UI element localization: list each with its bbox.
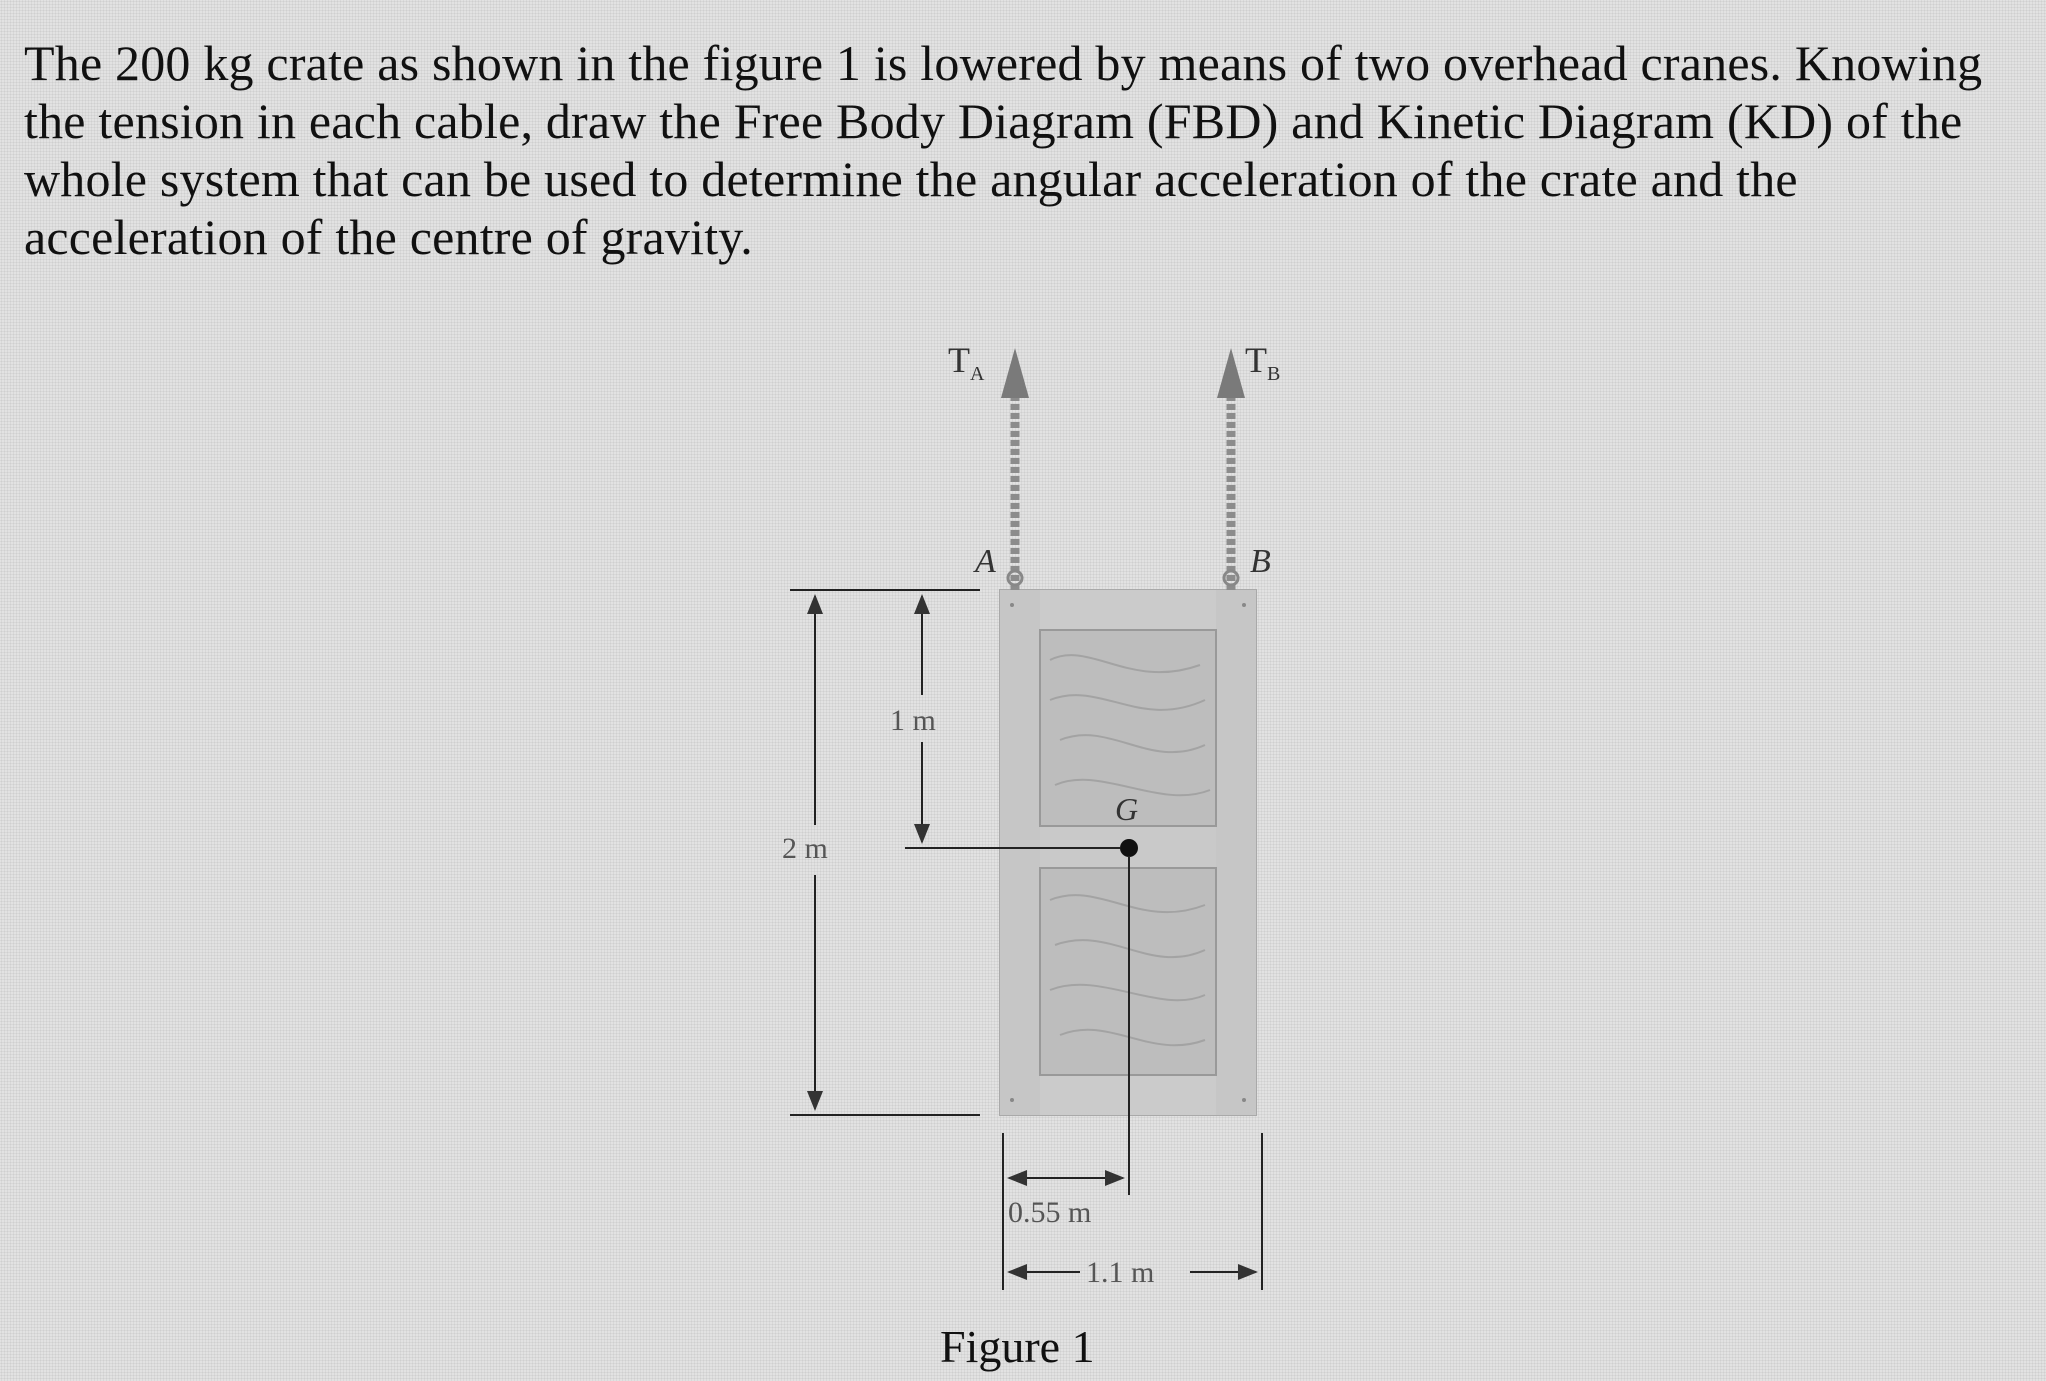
crate-right-board	[1216, 590, 1256, 1115]
figure-caption: Figure 1	[940, 1321, 1095, 1372]
tension-b-label: $T_B$	[1245, 340, 1281, 385]
centre-of-gravity-point	[1120, 839, 1138, 857]
tension-a-arrow	[1001, 348, 1029, 398]
point-g-label: G	[1115, 791, 1139, 827]
crate-left-board	[1000, 590, 1040, 1115]
cables	[1008, 395, 1238, 590]
problem-statement: The 200 kg crate as shown in the figure 1 is lowered by means of two overhead cranes. Knowing the tension in each cable, draw the Free Body Diagram (FBD) and Kinetic Diagram (KD) of the whole system that can be used to determine the angular acceleration of the crate and the acceleration of the centre of gravity.	[24, 35, 1983, 265]
dim-width-total: 1.1 m	[1086, 1256, 1155, 1289]
tension-a-label: $T_A$	[948, 340, 985, 385]
dim-height-g: 1 m	[890, 704, 936, 737]
dim-width-g: 0.55 m	[1008, 1196, 1092, 1229]
point-b-label: B	[1250, 543, 1271, 580]
dim-height-total: 2 m	[782, 832, 828, 865]
point-a-label: A	[975, 543, 996, 580]
tension-b-arrow	[1217, 348, 1245, 398]
